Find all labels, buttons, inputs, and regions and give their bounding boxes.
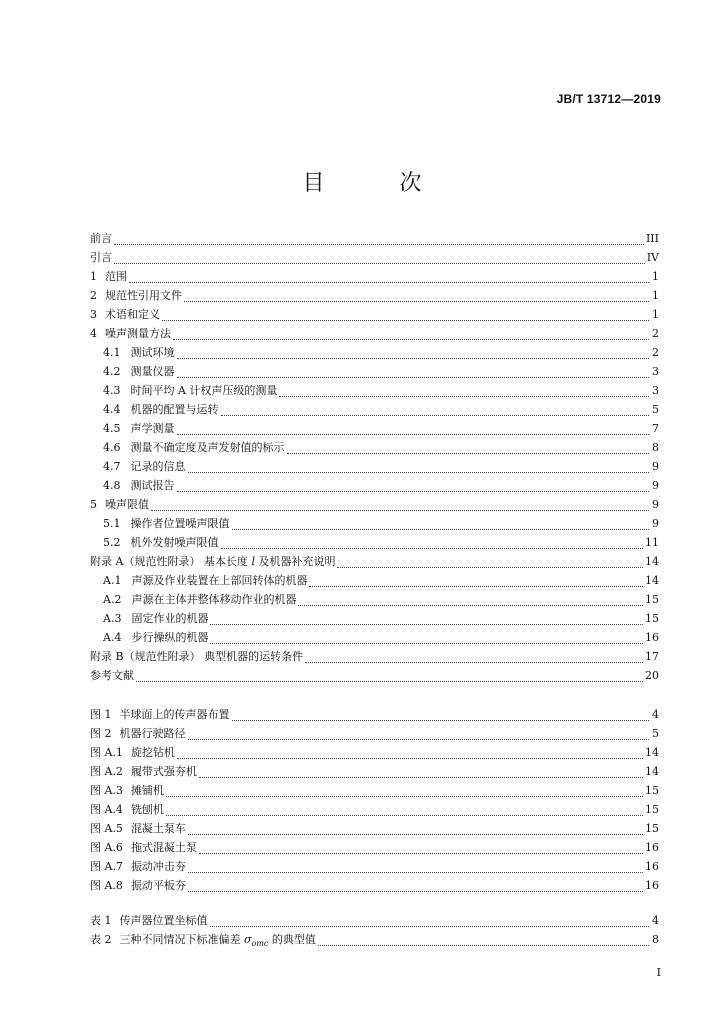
dot-leader	[188, 463, 650, 473]
toc-entry-page: 14	[645, 765, 659, 778]
toc-entry[interactable]	[90, 705, 659, 724]
dot-leader	[210, 917, 650, 927]
toc-entry-title: 操作者位置噪声限值	[130, 517, 230, 530]
toc-entry-number: A.3	[103, 612, 122, 625]
toc-entry-page: 17	[645, 650, 659, 663]
toc-entry-number: 图 A.3	[90, 784, 123, 797]
toc-entry-number: A.2	[103, 593, 122, 606]
toc-entry-page: 15	[645, 612, 659, 625]
toc-entry-title: 机外发射噪声限值	[130, 536, 219, 549]
toc-entry-page: 16	[645, 860, 659, 873]
toc-main-list	[90, 229, 659, 685]
dot-leader	[199, 844, 643, 854]
toc-entry-page: 14	[645, 746, 659, 759]
toc-entry-number: 4.3	[103, 384, 121, 397]
toc-entry-number: 4.2	[103, 365, 121, 378]
toc-entry-title: 声源及作业装置在上部回转体的机器	[131, 574, 308, 587]
dot-leader	[177, 368, 650, 378]
dot-leader	[232, 520, 650, 530]
toc-entry-page: 15	[645, 822, 659, 835]
toc-entry[interactable]	[90, 552, 659, 571]
toc-entry[interactable]	[90, 819, 659, 838]
toc-entry-title: 参考文献	[90, 669, 134, 682]
toc-entry-page: 1	[652, 308, 659, 321]
toc-entry-title-part: 附录 A（规范性附录） 基本长度	[90, 555, 252, 568]
toc-entry-number: 5.1	[103, 517, 121, 530]
toc-entry[interactable]	[90, 876, 659, 895]
toc-entry[interactable]	[90, 400, 659, 419]
toc-entry-number: 表 2	[90, 933, 112, 946]
toc-entry-title: 声学测量	[130, 422, 175, 435]
toc-entry[interactable]	[90, 362, 659, 381]
dot-leader	[184, 292, 649, 302]
toc-entry-italic-symbol: l	[251, 555, 255, 568]
toc-entry[interactable]	[90, 857, 659, 876]
toc-entry-page: 11	[645, 536, 659, 549]
toc-entry-title: 半球面上的传声器布置	[119, 708, 230, 721]
toc-entry[interactable]	[90, 457, 659, 476]
toc-entry-page: 8	[652, 441, 659, 454]
toc-entry-number: 表 1	[90, 914, 112, 927]
toc-entry-number: 4.4	[103, 403, 121, 416]
page-number: I	[656, 966, 661, 979]
toc-entry[interactable]	[90, 911, 659, 930]
toc-entry-number: 4.5	[103, 422, 121, 435]
toc-entry-page: 5	[652, 727, 659, 740]
toc-entry-number: 图 A.4	[90, 803, 123, 816]
dot-leader	[221, 539, 644, 549]
toc-entry[interactable]	[90, 781, 659, 800]
toc-entry-number: 4.6	[103, 441, 121, 454]
dot-leader	[166, 806, 643, 816]
toc-entry-title: 时间平均 A 计权声压级的测量	[130, 384, 278, 397]
dot-leader	[188, 882, 643, 892]
toc-entry-number: 图 2	[90, 727, 112, 740]
toc-entry-number: A.4	[103, 631, 122, 644]
toc-entry-title: 拖式混凝土泵	[130, 841, 197, 854]
toc-entry-title: 混凝土泵车	[130, 822, 186, 835]
toc-entry[interactable]	[90, 343, 659, 362]
toc-entry[interactable]	[90, 762, 659, 781]
toc-entry-number: 图 A.7	[90, 860, 123, 873]
dot-leader	[129, 273, 649, 283]
toc-entry-page: 15	[645, 593, 659, 606]
toc-entry[interactable]	[90, 267, 659, 286]
toc-entry-title: 前言	[90, 232, 112, 245]
toc-entry-number: 1	[90, 270, 97, 283]
toc-entry-title: 铣刨机	[130, 803, 164, 816]
dot-leader	[188, 825, 643, 835]
toc-entry-title: 旋挖钻机	[130, 746, 175, 759]
toc-entry[interactable]	[90, 248, 659, 267]
toc-entry-title: 规范性引用文件	[105, 289, 182, 302]
dot-leader	[305, 653, 643, 663]
toc-entry[interactable]	[90, 229, 659, 248]
toc-entry-title: 振动平板夯	[130, 879, 186, 892]
toc-table-list	[90, 911, 659, 949]
toc-entry-page: 1	[652, 289, 659, 302]
toc-entry[interactable]	[90, 476, 659, 495]
toc-entry-page: 16	[645, 841, 659, 854]
toc-entry-page: 16	[645, 631, 659, 644]
toc-entry-number: 4.7	[103, 460, 121, 473]
dot-leader	[210, 634, 643, 644]
toc-entry-page: 2	[652, 346, 659, 359]
toc-entry-page: 16	[645, 879, 659, 892]
sigma-subscript: omc	[251, 939, 269, 949]
dot-leader	[210, 615, 643, 625]
toc-entry-title: 机器的配置与运转	[130, 403, 219, 416]
toc-entry-sigma-symbol	[244, 933, 269, 949]
toc-entry-title: 附录 B（规范性附录） 典型机器的运转条件	[90, 650, 304, 663]
toc-entry-page: 9	[652, 479, 659, 492]
toc-entry-number: 5.2	[103, 536, 121, 549]
toc-entry-number: 2	[90, 289, 97, 302]
toc-entry-page: 4	[652, 708, 659, 721]
toc-entry-title: 测试环境	[130, 346, 175, 359]
toc-entry-number: 5	[90, 498, 97, 511]
toc-entry-title: 噪声限值	[105, 498, 149, 511]
dot-leader	[318, 936, 649, 946]
toc-entry-title: 噪声测量方法	[105, 327, 171, 340]
toc-entry-number: 图 A.5	[90, 822, 123, 835]
toc-entry[interactable]	[90, 628, 659, 647]
dot-leader	[177, 482, 650, 492]
toc-entry-page: 15	[645, 784, 659, 797]
toc-entry[interactable]	[90, 495, 659, 514]
dot-leader	[232, 711, 650, 721]
toc-entry[interactable]	[90, 286, 659, 305]
toc-entry-page: 8	[652, 933, 659, 946]
toc-entry[interactable]	[90, 743, 659, 762]
toc-entry[interactable]	[90, 571, 659, 590]
toc-entry-number: 3	[90, 308, 97, 321]
toc-entry-title: 测量仪器	[130, 365, 175, 378]
dot-leader	[114, 235, 644, 245]
toc-entry-number: 4	[90, 327, 97, 340]
dot-leader	[287, 444, 650, 454]
toc-entry[interactable]	[90, 609, 659, 628]
toc-entry[interactable]	[90, 305, 659, 324]
dot-leader	[177, 349, 650, 359]
toc-entry[interactable]	[90, 724, 659, 743]
toc-entry[interactable]	[90, 800, 659, 819]
toc-entry-number: A.1	[103, 574, 122, 587]
toc-entry[interactable]	[90, 666, 659, 685]
toc-entry-title: 传声器位置坐标值	[119, 914, 208, 927]
toc-entry-number: 图 A.8	[90, 879, 123, 892]
dot-leader	[188, 730, 650, 740]
toc-entry-page: 9	[652, 460, 659, 473]
toc-entry-page: 15	[645, 803, 659, 816]
toc-entry[interactable]	[90, 647, 659, 666]
dot-leader	[279, 387, 649, 397]
toc-entry-title: 振动冲击夯	[130, 860, 186, 873]
toc-entry-page: 20	[645, 669, 659, 682]
toc-entry[interactable]	[90, 438, 659, 457]
toc-entry-title	[120, 930, 316, 953]
toc-entry-page: 2	[652, 327, 659, 340]
toc-entry-title: 记录的信息	[130, 460, 186, 473]
toc-entry-title: 引言	[90, 251, 112, 264]
page-title: 目 次	[302, 171, 456, 196]
toc-entry-title-part: 及机器补充说明	[254, 555, 336, 568]
toc-entry[interactable]	[90, 533, 659, 552]
toc-entry-title: 步行操纵的机器	[131, 631, 209, 644]
dot-leader	[199, 768, 643, 778]
dot-leader	[151, 501, 649, 511]
dot-leader	[177, 749, 643, 759]
toc-entry-number: 图 A.1	[90, 746, 123, 759]
toc-entry-title: 测试报告	[130, 479, 175, 492]
toc-entry-title: 测量不确定度及声发射值的标示	[130, 441, 285, 454]
dot-leader	[309, 577, 643, 587]
toc-entry-title	[90, 552, 335, 571]
toc-entry[interactable]	[90, 324, 659, 343]
toc-entry-number: 图 A.6	[90, 841, 123, 854]
toc-entry-page: 3	[652, 365, 659, 378]
toc-entry-page: 14	[645, 574, 659, 587]
toc-entry-page: 3	[652, 384, 659, 397]
sigma-letter: σ	[244, 933, 252, 946]
dot-leader	[136, 672, 643, 682]
toc-entry-title: 机器行驶路径	[119, 727, 186, 740]
toc-entry-page: 14	[645, 555, 659, 568]
toc-entry[interactable]	[90, 930, 659, 949]
dot-leader	[188, 863, 643, 873]
toc-entry-page: 7	[652, 422, 659, 435]
toc-entry-page: 1	[652, 270, 659, 283]
toc-entry-page: 9	[652, 517, 659, 530]
toc-entry-title: 声源在主体并整体移动作业的机器	[131, 593, 297, 606]
toc-entry-title-part: 三种不同情况下标准偏差	[119, 933, 244, 946]
toc-entry-title: 固定作业的机器	[131, 612, 209, 625]
toc-entry-title-part: 的典型值	[268, 933, 316, 946]
dot-leader	[162, 311, 649, 321]
toc-entry-title: 范围	[105, 270, 127, 283]
toc-entry-title: 摊铺机	[130, 784, 164, 797]
dot-leader	[166, 787, 643, 797]
toc-entry-page: III	[645, 232, 659, 245]
toc-entry-page: 5	[652, 403, 659, 416]
dot-leader	[221, 406, 650, 416]
toc-entry-number: 图 1	[90, 708, 112, 721]
toc-entry-title: 履带式强夯机	[130, 765, 197, 778]
toc-entry-page: 9	[652, 498, 659, 511]
toc-entry-page: 4	[652, 914, 659, 927]
toc-entry[interactable]	[90, 514, 659, 533]
toc-entry-number: 4.1	[103, 346, 121, 359]
toc-entry[interactable]	[90, 838, 659, 857]
toc-entry[interactable]	[90, 590, 659, 609]
toc-entry-title: 术语和定义	[105, 308, 160, 321]
toc-entry-number: 图 A.2	[90, 765, 123, 778]
dot-leader	[298, 596, 643, 606]
dot-leader	[173, 330, 649, 340]
toc-entry-number: 4.8	[103, 479, 121, 492]
toc-entry[interactable]	[90, 381, 659, 400]
toc-entry[interactable]	[90, 419, 659, 438]
dot-leader	[114, 254, 645, 264]
standard-number: JB/T 13712—2019	[556, 92, 661, 106]
dot-leader	[177, 425, 650, 435]
toc-figure-list	[90, 705, 659, 895]
toc-entry-page: IV	[646, 251, 659, 264]
dot-leader	[337, 558, 643, 568]
